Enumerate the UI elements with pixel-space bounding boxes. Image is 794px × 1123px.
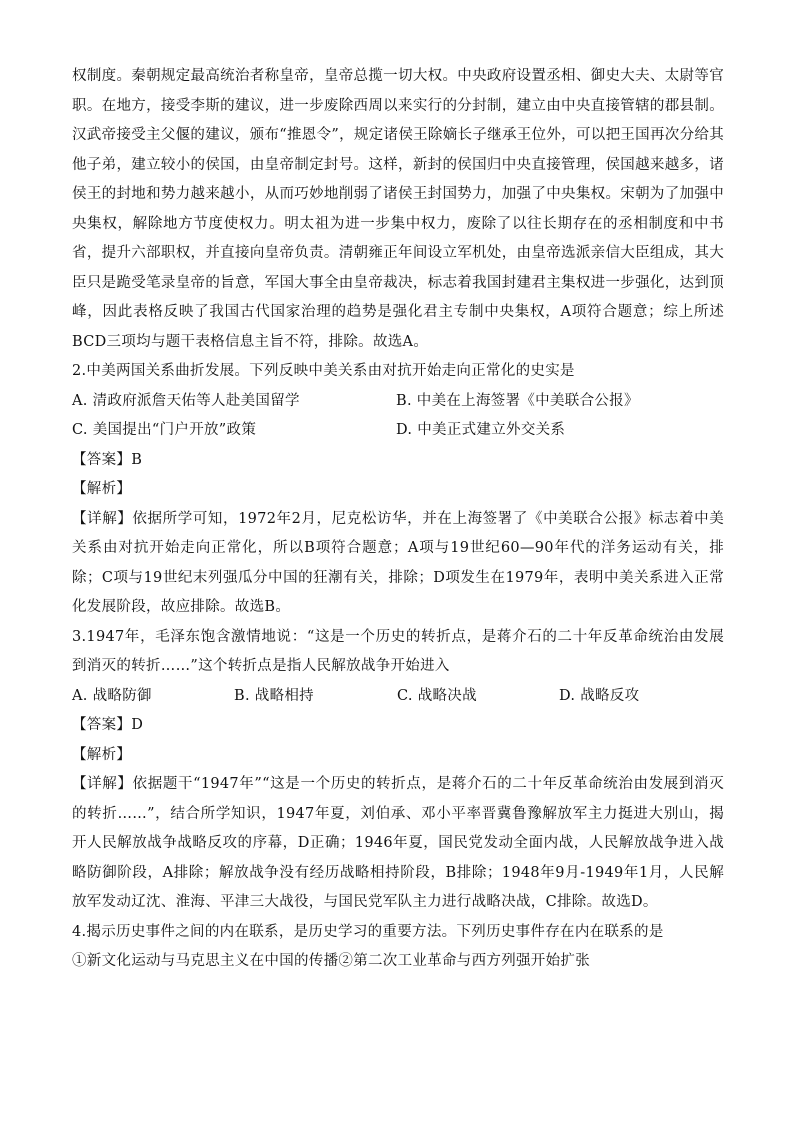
q2-analysis-label: 【解析】 (72, 481, 132, 497)
document-page (72, 62, 724, 977)
q2-option-d: D. 中美正式建立外交关系 (396, 422, 566, 438)
q2-option-c: C. 美国提出“门户开放”政策 (72, 422, 257, 438)
q3-options (72, 682, 724, 712)
q2-detail: 【详解】依据所学可知，1972年2月，尼克松访华，并在上海签署了《中美联合公报》标志着中美关系由对抗开始走向正常化，所以B项符合题意；A项与19世纪60—90年代的洋务运动有关，排除；C项与19世纪末列强瓜分中国的狂潮有关，排除；D项发生在1979年，表明中美关系进入正常化发展阶段，故应排除。故选B。 (72, 510, 724, 615)
q2-answer: 【答案】B (72, 451, 143, 468)
q3-option-a: A. 战略防御 (72, 687, 152, 704)
q3-option-b: B. 战略相持 (234, 687, 314, 704)
q2-options (72, 387, 724, 446)
q2-option-b: B. 中美在上海签署《中美联合公报》 (396, 392, 639, 409)
q3-option-c: C. 战略决战 (397, 687, 477, 704)
q3-detail: 【详解】依据题干“1947年”“这是一个历史的转折点，是蒋介石的二十年反革命统治由发展到消灭的转折……”，结合所学知识，1947年夏，刘伯承、邓小平率晋冀鲁豫解放军主力挺进大别山，揭开人民解放战争战略反攻的序幕，D正确；1946年夏，国民党发动全面内战，人民解放战争进入战略防御阶段，A排除；解放战争没有经历战略相持阶段，B排除；1948年9月-1949年1月，人民解放军发动辽沈、淮海、平津三大战役，与国民党军队主力进行战略决战，C排除。故选D。 (72, 776, 724, 910)
q3-stem: 3.1947年，毛泽东饱含激情地说：“这是一个历史的转折点，是蒋介石的二十年反革命统治由发展到消灭的转折……”这个转折点是指人民解放战争开始进入 (72, 628, 724, 674)
q3-analysis-label: 【解析】 (72, 746, 132, 763)
q3-option-d: D. 战略反攻 (559, 687, 640, 704)
q2-stem: 2.中美两国关系曲折发展。下列反映中美关系由对抗开始走向正常化的史实是 (72, 363, 575, 379)
q1-analysis-continued: 权制度。秦朝规定最高统治者称皇帝，皇帝总揽一切大权。中央政府设置丞相、御史大夫、太尉等官职。在地方，接受李斯的建议，进一步废除西周以来实行的分封制，建立由中央直接管辖的郡县制。汉武帝接受主父偃的建议，颁布“推恩令”，规定诸侯王除嫡长子继承王位外，可以把王国再次分给其他子弟，建立较小的侯国，由皇帝制定封号。这样，新封的侯国归中央直接管理，侯国越来越多，诸侯王的封地和势力越来越小，从而巧妙地削弱了诸侯王封国势力，加强了中央集权。宋朝为了加强中央集权，解除地方节度使权力。明太祖为进一步集中权力，废除了以往长期存在的丞相制度和中书省，提升六部职权，并直接向皇帝负责。清朝雍正年间设立军机处，由皇帝选派亲信大臣组成，其大臣只是跪受笔录皇帝的旨意，军国大事全由皇帝裁决，标志着我国封建君主集权进一步强化，达到顶峰，因此表格反映了我国古代国家治理的趋势是强化君主专制中央集权，A项符合题意；综上所述BCD三项均与题干表格信息主旨不符，排除。故选A。 (72, 68, 724, 350)
q3-answer: 【答案】D (72, 717, 144, 733)
q4-stem: 4.揭示历史事件之间的内在联系，是历史学习的重要方法。下列历史事件存在内在联系的是 (72, 923, 664, 940)
q2-option-a: A. 清政府派詹天佑等人赴美国留学 (72, 392, 300, 409)
q4-items: ①新文化运动与马克思主义在中国的传播②第二次工业革命与西方列强开始扩张 (72, 953, 590, 969)
